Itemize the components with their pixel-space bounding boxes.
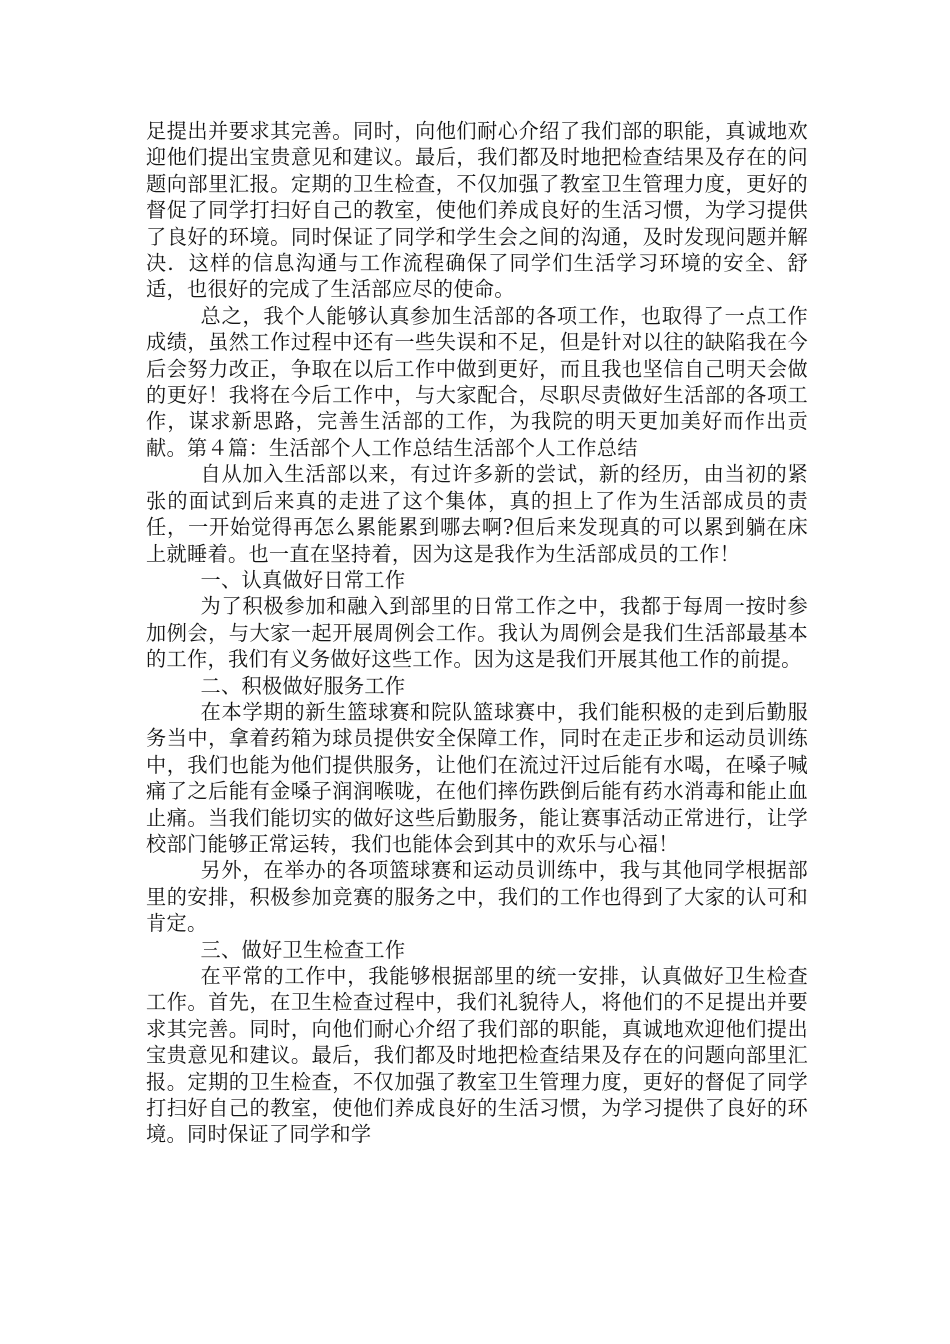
document-page bbox=[146, 118, 808, 1148]
section-heading-daily-work: 一、认真做好日常工作 bbox=[200, 567, 406, 592]
paragraph-hygiene-check: 在平常的工作中，我能够根据部里的统一安排，认真做好卫生检查工作。首先，在卫生检查过程中，我们礼貌待人，将他们的不足提出并要求其完善。同时，向他们耐心介绍了我们部的职能，真诚地欢迎他们提出宝贵意见和建议。最后，我们都及时地把检查结果及存在的问题向部里汇报。定期的卫生检查，不仅加强了教室卫生管理力度，更好的督促了同学打扫好自己的教室，使他们养成良好的生活习惯，为学习提供了良好的环境。同时保证了同学和学 bbox=[146, 964, 808, 1147]
section-heading-hygiene-check: 三、做好卫生检查工作 bbox=[200, 937, 406, 962]
paragraph-additional-service: 另外，在举办的各项篮球赛和运动员训练中，我与其他同学根据部里的安排，积极参加竞赛的服务之中，我们的工作也得到了大家的认可和肯定。 bbox=[146, 858, 808, 936]
paragraph-summary: 总之，我个人能够认真参加生活部的各项工作，也取得了一点工作成绩，虽然工作过程中还有一些失误和不足，但是针对以往的缺陷我在今后会努力改正，争取在以后工作中做到更好，而且我也坚信自己明天会做的更好！我将在今后工作中，与大家配合，尽职尽责做好生活部的各项工作，谋求新思路，完善生活部的工作，为我院的明天更加美好而作出贡献。第４篇：生活部个人工作总结生活部个人工作总结 bbox=[146, 303, 808, 460]
paragraph-daily-work: 为了积极参加和融入到部里的日常工作之中，我都于每周一按时参加例会，与大家一起开展周例会工作。我认为周例会是我们生活部最基本的工作，我们有义务做好这些工作。因为这是我们开展其他工作的前提。 bbox=[146, 594, 808, 672]
section-heading-service-work: 二、积极做好服务工作 bbox=[200, 673, 406, 698]
paragraph-service-work: 在本学期的新生篮球赛和院队篮球赛中，我们能积极的走到后勤服务当中，拿着药箱为球员提供安全保障工作，同时在走正步和运动员训练中，我们也能为他们提供服务，让他们在流过汗过后能有水喝，在嗓子喊痛了之后能有金嗓子润润喉咙，在他们摔伤跌倒后能有药水消毒和能止血止痛。当我们能切实的做好这些后勤服务，能让赛事活动正常进行，让学校部门能够正常运转，我们也能体会到其中的欢乐与心福！ bbox=[146, 699, 808, 856]
paragraph-joining: 自从加入生活部以来，有过许多新的尝试，新的经历，由当初的紧张的面试到后来真的走进了这个集体，真的担上了作为生活部成员的责任，一开始觉得再怎么累能累到哪去啊?但后来发现真的可以累到躺在床上就睡着。也一直在坚持着，因为这是我作为生活部成员的工作！ bbox=[146, 462, 808, 566]
paragraph-intro-continuation: 足提出并要求其完善。同时，向他们耐心介绍了我们部的职能，真诚地欢迎他们提出宝贵意见和建议。最后，我们都及时地把检查结果及存在的问题向部里汇报。定期的卫生检查，不仅加强了教室卫生管理力度，更好的督促了同学打扫好自己的教室，使他们养成良好的生活习惯，为学习提供了良好的环境。同时保证了同学和学生会之间的沟通，及时发现问题并解决．这样的信息沟通与工作流程确保了同学们生活学习环境的安全、舒适，也很好的完成了生活部应尽的使命。 bbox=[146, 119, 808, 302]
